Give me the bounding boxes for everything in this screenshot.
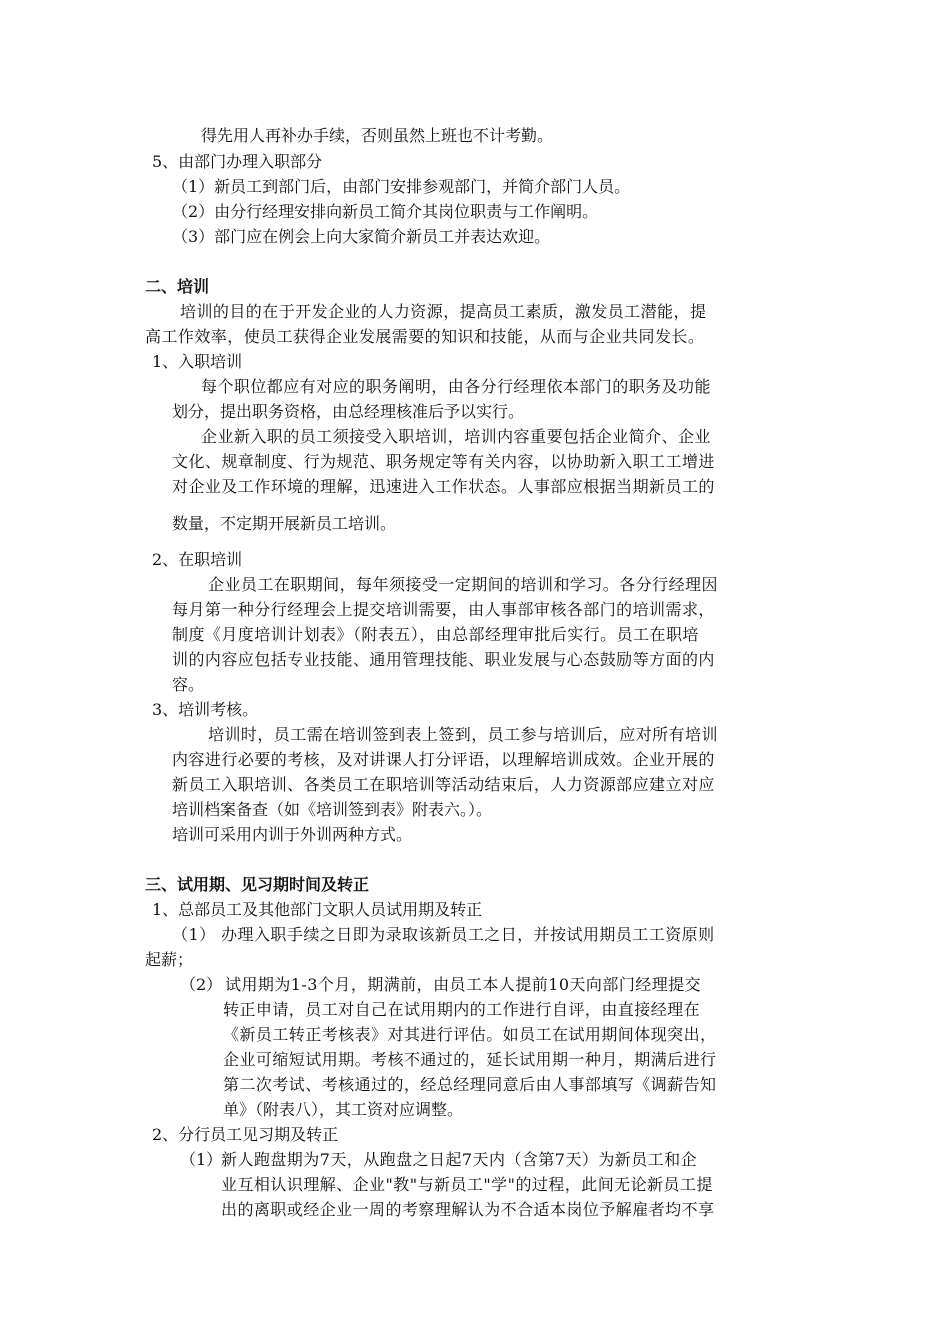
sub1-title: 1、入职培训 xyxy=(152,352,243,371)
section3-item2-label: （2） xyxy=(180,975,223,994)
sub1-para2-line4: 数量，不定期开展新员工培训。 xyxy=(172,514,397,533)
section3-heading: 三、试用期、见习期时间及转正 xyxy=(145,875,370,894)
sub2-para-line4: 训的内容应包括专业技能、通用管理技能、职业发展与心态鼓励等方面的内 xyxy=(172,650,715,669)
section2-intro-line1: 培训的目的在于开发企业的人力资源，提高员工素质，激发员工潜能，提 xyxy=(180,302,707,321)
sub1-para2-line3: 对企业及工作环境的理解，迅速进入工作状态。人事部应根据当期新员工的 xyxy=(172,477,715,496)
section3-sub2-item1-line3: 出的离职或经企业一周的考察理解认为不合适本岗位予解雇者均不享 xyxy=(221,1200,715,1219)
sub2-title: 2、在职培训 xyxy=(152,550,243,569)
section3-item2-line1: 试用期为1-3个月，期满前，由员工本人提前10天向部门经理提交 xyxy=(225,975,702,994)
section3-item2-line2: 转正申请，员工对自己在试用期内的工作进行自评，由直接经理在 xyxy=(223,1000,701,1019)
sub3-last-line: 培训可采用内训于外训两种方式。 xyxy=(172,825,413,844)
item5-sub1: （1）新员工到部门后，由部门安排参观部门，并简介部门人员。 xyxy=(172,177,631,196)
sub2-para-line3: 制度《月度培训计划表》（附表五），由总部经理审批后实行。员工在职培 xyxy=(172,625,699,644)
item5-sub2: （2）由分行经理安排向新员工简介其岗位职责与工作阐明。 xyxy=(172,202,599,221)
section3-item2-line6: 单》（附表八），其工资对应调整。 xyxy=(223,1100,464,1119)
section3-item2-line3: 《新员工转正考核表》对其进行评估。如员工在试用期间体现突出， xyxy=(223,1025,717,1044)
sub3-para-line2: 内容进行必要的考核，及对讲课人打分评语，以理解培训成效。企业开展的 xyxy=(172,750,715,769)
sub2-para-line5: 容。 xyxy=(172,675,205,694)
sub3-para-line1: 培训时，员工需在培训签到表上签到，员工参与培训后，应对所有培训 xyxy=(208,725,718,744)
section3-sub2-item1-line2: 业互相认识理解、企业"教"与新员工"学"的过程，此间无论新员工提 xyxy=(221,1175,713,1194)
section3-item1-line2: 起薪； xyxy=(145,950,194,969)
item5-title: 5、由部门办理入职部分 xyxy=(152,152,323,171)
sub2-para-line1: 企业员工在职期间，每年须接受一定期间的培训和学习。各分行经理因 xyxy=(208,575,718,594)
sub1-para1-line1: 每个职位都应有对应的职务阐明，由各分行经理依本部门的职务及功能 xyxy=(201,377,711,396)
sub3-para-line3: 新员工入职培训、各类员工在职培训等活动结束后，人力资源部应建立对应 xyxy=(172,775,715,794)
sub1-para2-line2: 文化、规章制度、行为规范、职务规定等有关内容，以协助新入职工工增进 xyxy=(172,452,715,471)
section3-item2-line5: 第二次考试、考核通过的，经总经理同意后由人事部填写《调薪告知 xyxy=(223,1075,717,1094)
section3-item2-line4: 企业可缩短试用期。考核不通过的，延长试用期一种月，期满后进行 xyxy=(223,1050,717,1069)
sub1-para1-line2: 划分，提出职务资格，由总经理核准后予以实行。 xyxy=(172,402,525,421)
section3-sub2-item1-label: （1） xyxy=(180,1150,223,1169)
sub3-title: 3、培训考核。 xyxy=(152,700,259,719)
sub2-para-line2: 每月第一种分行经理会上提交培训需要，由人事部审核各部门的培训需求， xyxy=(172,600,715,619)
section3-sub2-item1-line1: 新人跑盘期为7天，从跑盘之日起7天内（含第7天）为新员工和企 xyxy=(221,1150,698,1169)
sub1-para2-line1: 企业新入职的员工须接受入职培训，培训内容重要包括企业简介、企业 xyxy=(201,427,711,446)
section3-sub2-title: 2、分行员工见习期及转正 xyxy=(152,1125,339,1144)
section2-heading: 二、培训 xyxy=(145,277,210,296)
section3-sub1-title: 1、总部员工及其他部门文职人员试用期及转正 xyxy=(152,900,483,919)
item5-sub3: （3）部门应在例会上向大家简介新员工并表达欢迎。 xyxy=(172,227,551,246)
continuation-line: 得先用人再补办手续，否则虽然上班也不计考勤。 xyxy=(201,126,554,145)
section2-intro-line2: 高工作效率，使员工获得企业发展需要的知识和技能，从而与企业共同发长。 xyxy=(145,327,705,346)
sub3-para-line4: 培训档案备查（如《培训签到表》附表六。）。 xyxy=(172,800,493,819)
section3-item1-line1: （1） 办理入职手续之日即为录取该新员工之日，并按试用期员工工资原则 xyxy=(172,925,715,944)
